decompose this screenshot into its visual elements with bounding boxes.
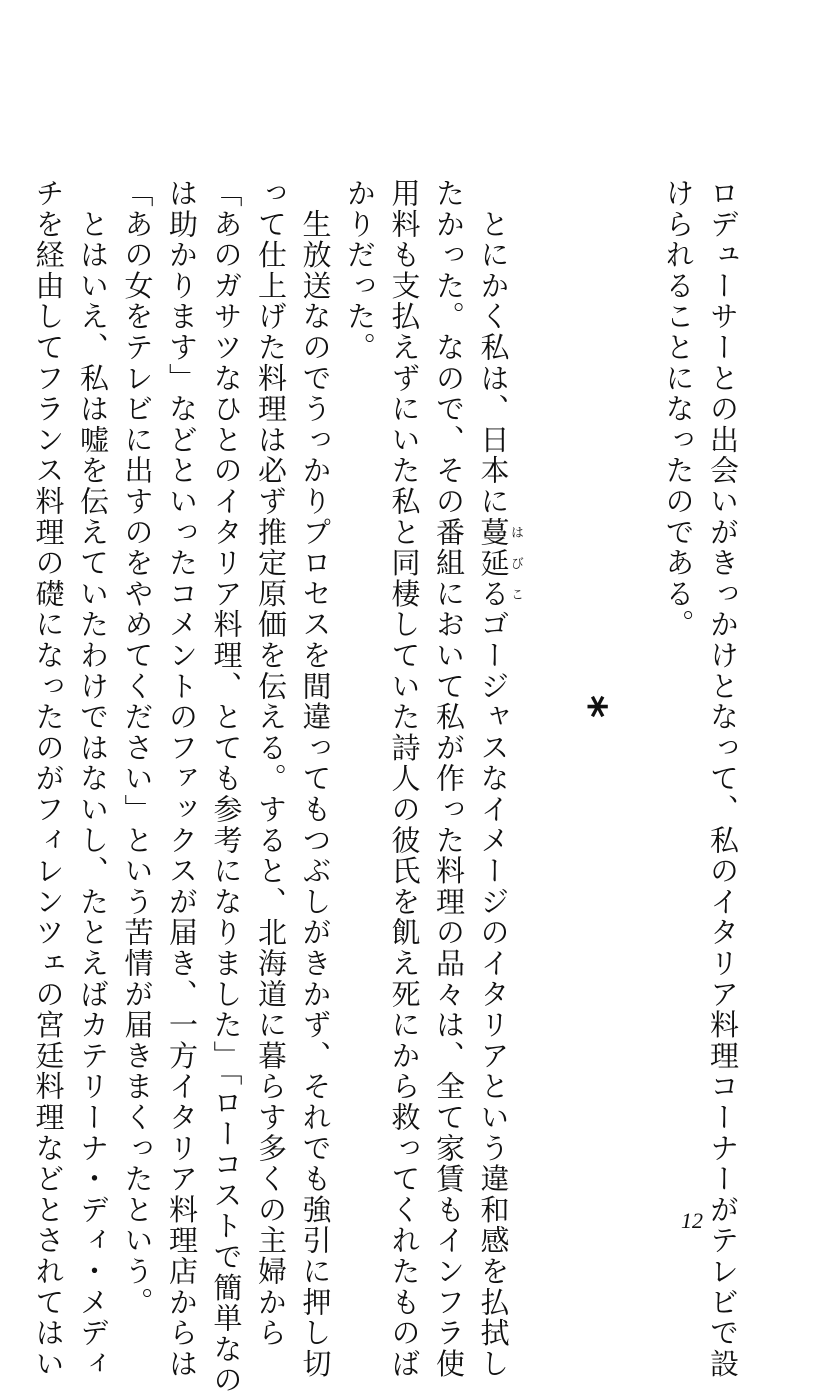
page-number: 12 bbox=[681, 1208, 703, 1233]
text-line: チを経由してフランス料理の礎になったのがフィレンツェの宮廷料理などとされてはい bbox=[31, 178, 66, 1380]
text-line bbox=[293, 178, 338, 1380]
ruby-base: 蔓延る bbox=[476, 516, 511, 610]
text-segment: ゴージャスなイメージのイタリアという違和感を払拭し bbox=[476, 609, 511, 1380]
text-line: 用料も支払えずにいた私と同棲していた詩人の彼氏を飢え死にから救ってくれたものば bbox=[387, 178, 422, 1380]
text-line: 「あのガサツなひとのイタリア料理、とても参考になりました」「ローコストで簡単なの bbox=[209, 178, 244, 1396]
section-gap bbox=[523, 178, 568, 1188]
indent bbox=[477, 178, 511, 209]
text-line: って仕上げた料理は必ず推定原価を伝える。すると、北海道に暮らす多くの主婦から bbox=[254, 178, 288, 1349]
text-line: かりだった。 bbox=[343, 178, 377, 363]
text-line: けられることになったのである。 bbox=[661, 178, 696, 640]
ruby-annotation bbox=[476, 516, 523, 610]
text-line: たかった。なので、その番組において私が作った料理の品々は、全て家賃もインフラ使 bbox=[432, 178, 466, 1380]
text-segment: とはいえ、私は嘘を伝えていたわけではないし、たとえばカテリーナ・ディ・メディ bbox=[76, 208, 110, 1380]
text-segment: 生放送なのでうっかりプロセスを間違ってもつぶしがきかず、それでも強引に押し切 bbox=[298, 208, 333, 1380]
ruby-reading: はびこ bbox=[508, 516, 523, 610]
text-line bbox=[71, 178, 116, 1380]
indent bbox=[76, 178, 110, 209]
text-line: は助かります」などといったコメントのファックスが届き、一方イタリア料理店からは bbox=[165, 178, 199, 1380]
section-gap bbox=[612, 178, 657, 1188]
section-break-asterisk: * bbox=[564, 694, 616, 720]
text-line bbox=[471, 178, 523, 1380]
text-line: ロデューサーとの出会いがきっかけとなって、私のイタリア料理コーナーがテレビで設 bbox=[706, 178, 740, 1380]
indent bbox=[299, 178, 333, 209]
text-line: 「あの女をテレビに出すのをやめてください」という苦情が届きまくったという。 bbox=[120, 178, 155, 1318]
text-segment: とにかく私は、日本に bbox=[476, 208, 511, 517]
